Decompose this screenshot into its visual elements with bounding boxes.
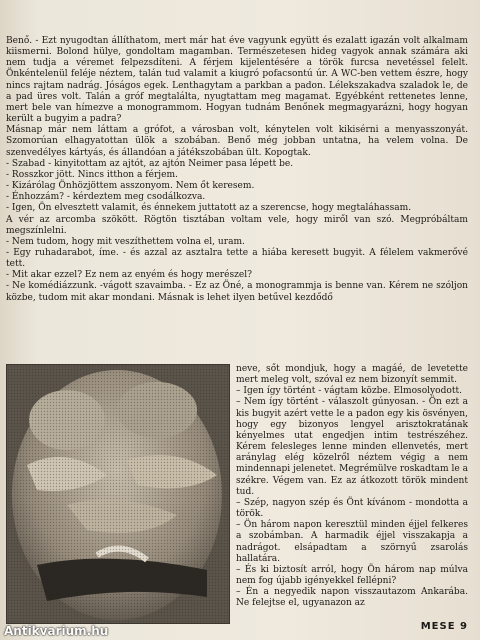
paragraph: – Igen így történt - vágtam közbe. Elmosolyodott.	[236, 386, 462, 397]
paragraph: – Én a negyedik napon visszautazom Ankarába. Ne felejtse el, ugyanazon az	[236, 587, 468, 609]
photo-illustration	[7, 365, 229, 623]
paragraph: - Ne komédiázzunk. -vágott szavaimba. - Ez az Öné, a monogrammja is benne van. Kérem ne szóljon közbe, tudom mit akar mondani. Másnak is lehet ilyen betűvel kezdődő	[6, 281, 468, 303]
paragraph: neve, sőt mondjuk, hogy a magáé, de levetette mert meleg volt, szóval ez nem bizonyít semmit.	[236, 364, 468, 386]
article-text-top	[6, 36, 468, 304]
paragraph: A vér az arcomba szökött. Rögtön tisztában voltam vele, hogy miről van szó. Megpróbáltam megszínlelni.	[6, 214, 468, 236]
paragraph: - Kizárólag Önhözjöttem asszonyom. Nem őt keresem.	[6, 181, 255, 192]
paragraph: – Szép, nagyon szép és Önt kívánom - mondotta a török.	[236, 497, 468, 520]
paragraph: - Rosszkor jött. Nincs itthon a férjem.	[6, 169, 178, 180]
paragraph: - Egy ruhadarabot, íme. - és azzal az asztalra tette a hiába keresett bugyit. A félelem vakmerővé tett.	[6, 247, 468, 270]
paragraph: – Ön három napon keresztül minden éjjel felkeres a szobámban. A harmadik éjjel visszakapja a nadrágot. elsápadtam a szörnyű zsarolás hallatára.	[236, 520, 468, 564]
paragraph: – Nem így történt - válaszolt gúnyosan. - Ön ezt a kis bugyit azért vette le a padon egy kis ösvényen, hogy egy bizonyos lengyel arisztokratának kényelmes utat engedjen intim testrészéhez. Kérem felesleges lenne minden ellenvetés, mert aránylag elég közelről néztem végig a nem mindennapi jelenetet. Megrémülve roskadtam le a székre. Végem van. Ez az átkozott török mindent tud.	[236, 397, 468, 497]
paragraph: - Énhozzám? - kérdeztem meg csodálkozva.	[6, 192, 206, 203]
paragraph: - Igen, Ön elvesztett valamit, és énnekem juttatott az a szerencse, hogy megtaláhassam.	[6, 203, 412, 214]
paragraph: Másnap már nem láttam a grófot, a városban volt, kénytelen volt kikisérni a menyasszonyát. Szomorúan elhagyatottan ülök a szobában. Benő még jobban untatna, ha velem volna. De szenvedélyes kártyás, és állandóan a játékszobában ült. Kopogtak.	[6, 125, 468, 158]
article-text-right	[236, 364, 468, 609]
paragraph: – És ki biztosít arról, hogy Ön három nap múlva nem fog újabb igényekkel fellépni?	[236, 564, 468, 586]
paragraph: - Nem tudom, hogy mit veszíthettem volna el, uram.	[6, 236, 245, 247]
source-watermark: Antikvarium.hu	[4, 624, 109, 638]
paragraph: Benő. - Ezt nyugodtan állíthatom, mert már hat éve vagyunk együtt és ezalatt igazán volt alkalmam kiismerni. Bolond hülye, gondoltam magamban. Természetesen hideg vagyok annak számára aki nem tudja a véremet felpezsdíteni. A férjem kijelentésére a török furcsa nevetéssel felelt. Önkéntelenül feléje néztem, talán tud valamit a kiugró pofacsontú úr. A WC-ben vettem észre, hogy nincs rajtam nadrág. Jóságos egek. Lenthagytam a parkban a padon. Lélekszakadva szaladok le, de a pad üres volt. Talán a gróf megtalálta, nyugtattam meg magamat. Egyébként rettenetes lenne, mert bele van hímezve a monogrammom. Hogyan tudnám Benőnek megmagyarázni, hogy hogyan került a bugyim a padra?	[6, 36, 468, 125]
halftone-photo	[6, 364, 230, 624]
paragraph: - Mit akar ezzel? Ez nem az enyém és hogy merészel?	[6, 270, 252, 281]
page-footer-label: MESE 9	[420, 621, 468, 632]
paragraph: - Szabad - kinyitottam az ajtót, az ajtón Neimer pasa lépett be.	[6, 158, 294, 169]
